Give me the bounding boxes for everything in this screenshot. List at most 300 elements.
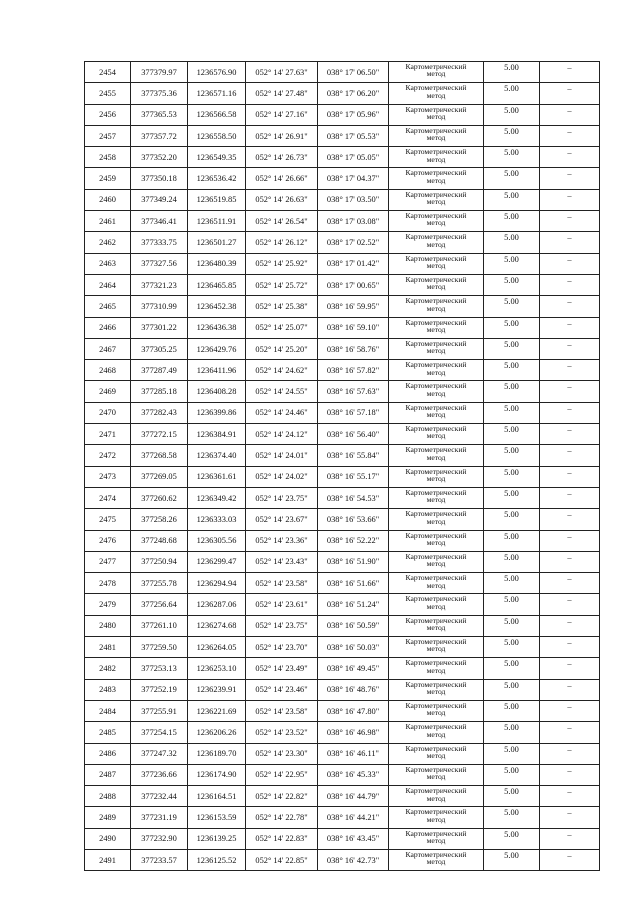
y-coordinate-cell: 1236511.91 — [188, 211, 246, 232]
method-line-2: метод — [426, 346, 446, 356]
accuracy-cell: 5.00 — [484, 637, 540, 658]
method-line-1: Картометрический — [405, 381, 467, 391]
latitude-cell: 052° 14' 23.61" — [246, 594, 318, 615]
x-coordinate-cell: 377310.99 — [131, 296, 188, 317]
accuracy-cell: 5.00 — [484, 594, 540, 615]
longitude-cell: 038° 16' 46.11" — [318, 743, 389, 764]
y-coordinate-cell: 1236408.28 — [188, 381, 246, 402]
point-number-cell: 2472 — [85, 445, 131, 466]
accuracy-cell: 5.00 — [484, 360, 540, 381]
point-number-cell: 2491 — [85, 849, 131, 870]
longitude-cell: 038° 16' 58.76" — [318, 338, 389, 359]
accuracy-cell: 5.00 — [484, 402, 540, 423]
method-line-2: метод — [426, 495, 446, 505]
accuracy-cell: 5.00 — [484, 573, 540, 594]
x-coordinate-cell: 377357.72 — [131, 125, 188, 146]
method-line-1: Картометрический — [405, 658, 467, 668]
dash-cell: – — [540, 828, 600, 849]
point-number-cell: 2487 — [85, 764, 131, 785]
dash-cell: – — [540, 615, 600, 636]
table-row — [85, 104, 600, 125]
y-coordinate-cell: 1236333.03 — [188, 509, 246, 530]
point-number-cell: 2465 — [85, 296, 131, 317]
y-coordinate-cell: 1236452.38 — [188, 296, 246, 317]
accuracy-cell: 5.00 — [484, 317, 540, 338]
accuracy-cell: 5.00 — [484, 743, 540, 764]
method-line-2: метод — [426, 388, 446, 398]
method-line-2: метод — [426, 644, 446, 654]
table-row — [85, 338, 600, 359]
x-coordinate-cell: 377231.19 — [131, 807, 188, 828]
latitude-cell: 052° 14' 25.72" — [246, 274, 318, 295]
method-line-1: Картометрический — [405, 466, 467, 476]
method-cell — [389, 700, 484, 721]
dash-cell: – — [540, 147, 600, 168]
point-number-cell: 2479 — [85, 594, 131, 615]
longitude-cell: 038° 16' 47.80" — [318, 700, 389, 721]
accuracy-cell: 5.00 — [484, 338, 540, 359]
x-coordinate-cell: 377350.18 — [131, 168, 188, 189]
x-coordinate-cell: 377269.05 — [131, 466, 188, 487]
x-coordinate-cell: 377255.91 — [131, 700, 188, 721]
method-cell — [389, 551, 484, 572]
longitude-cell: 038° 17' 06.50" — [318, 62, 389, 83]
dash-cell: – — [540, 274, 600, 295]
method-line-1: Картометрический — [405, 509, 467, 519]
method-line-1: Картометрический — [405, 232, 467, 242]
method-cell — [389, 381, 484, 402]
latitude-cell: 052° 14' 27.48" — [246, 83, 318, 104]
latitude-cell: 052° 14' 27.63" — [246, 62, 318, 83]
latitude-cell: 052° 14' 24.01" — [246, 445, 318, 466]
x-coordinate-cell: 377287.49 — [131, 360, 188, 381]
method-line-2: метод — [426, 452, 446, 462]
table-row — [85, 786, 600, 807]
dash-cell: – — [540, 232, 600, 253]
y-coordinate-cell: 1236125.52 — [188, 849, 246, 870]
point-number-cell: 2484 — [85, 700, 131, 721]
table-row — [85, 849, 600, 870]
method-cell — [389, 743, 484, 764]
longitude-cell: 038° 16' 48.76" — [318, 679, 389, 700]
x-coordinate-cell: 377321.23 — [131, 274, 188, 295]
latitude-cell: 052° 14' 23.75" — [246, 487, 318, 508]
point-number-cell: 2458 — [85, 147, 131, 168]
y-coordinate-cell: 1236549.35 — [188, 147, 246, 168]
y-coordinate-cell: 1236384.91 — [188, 424, 246, 445]
method-line-2: метод — [426, 516, 446, 526]
table-row — [85, 189, 600, 210]
longitude-cell: 038° 17' 05.53" — [318, 125, 389, 146]
dash-cell: – — [540, 104, 600, 125]
dash-cell: – — [540, 168, 600, 189]
x-coordinate-cell: 377258.26 — [131, 509, 188, 530]
point-number-cell: 2455 — [85, 83, 131, 104]
latitude-cell: 052° 14' 25.07" — [246, 317, 318, 338]
x-coordinate-cell: 377232.90 — [131, 828, 188, 849]
x-coordinate-cell: 377236.66 — [131, 764, 188, 785]
dash-cell: – — [540, 296, 600, 317]
method-cell — [389, 211, 484, 232]
y-coordinate-cell: 1236264.05 — [188, 637, 246, 658]
method-line-1: Картометрический — [405, 487, 467, 497]
method-line-2: метод — [426, 239, 446, 249]
method-line-2: метод — [426, 410, 446, 420]
method-line-1: Картометрический — [405, 679, 467, 689]
accuracy-cell: 5.00 — [484, 658, 540, 679]
longitude-cell: 038° 17' 03.08" — [318, 211, 389, 232]
method-cell — [389, 168, 484, 189]
latitude-cell: 052° 14' 27.16" — [246, 104, 318, 125]
table-row — [85, 317, 600, 338]
point-number-cell: 2488 — [85, 786, 131, 807]
method-line-1: Картометрический — [405, 573, 467, 583]
point-number-cell: 2470 — [85, 402, 131, 423]
longitude-cell: 038° 16' 49.45" — [318, 658, 389, 679]
dash-cell: – — [540, 317, 600, 338]
x-coordinate-cell: 377253.13 — [131, 658, 188, 679]
method-line-1: Картометрический — [405, 807, 467, 817]
method-cell — [389, 83, 484, 104]
method-cell — [389, 637, 484, 658]
dash-cell: – — [540, 211, 600, 232]
longitude-cell: 038° 16' 50.59" — [318, 615, 389, 636]
x-coordinate-cell: 377261.10 — [131, 615, 188, 636]
point-number-cell: 2473 — [85, 466, 131, 487]
dash-cell: – — [540, 487, 600, 508]
accuracy-cell: 5.00 — [484, 104, 540, 125]
method-cell — [389, 338, 484, 359]
longitude-cell: 038° 17' 04.37" — [318, 168, 389, 189]
dash-cell: – — [540, 573, 600, 594]
x-coordinate-cell: 377346.41 — [131, 211, 188, 232]
accuracy-cell: 5.00 — [484, 807, 540, 828]
method-line-2: метод — [426, 772, 446, 782]
x-coordinate-cell: 377256.64 — [131, 594, 188, 615]
latitude-cell: 052° 14' 25.38" — [246, 296, 318, 317]
method-line-1: Картометрический — [405, 594, 467, 604]
method-line-1: Картометрический — [405, 147, 467, 157]
accuracy-cell: 5.00 — [484, 381, 540, 402]
longitude-cell: 038° 17' 05.96" — [318, 104, 389, 125]
longitude-cell: 038° 16' 44.21" — [318, 807, 389, 828]
table-row — [85, 700, 600, 721]
method-line-1: Картометрический — [405, 722, 467, 732]
latitude-cell: 052° 14' 23.75" — [246, 615, 318, 636]
dash-cell: – — [540, 530, 600, 551]
longitude-cell: 038° 17' 02.52" — [318, 232, 389, 253]
dash-cell: – — [540, 722, 600, 743]
point-number-cell: 2480 — [85, 615, 131, 636]
dash-cell: – — [540, 253, 600, 274]
method-cell — [389, 360, 484, 381]
table-row — [85, 62, 600, 83]
longitude-cell: 038° 16' 50.03" — [318, 637, 389, 658]
latitude-cell: 052° 14' 24.55" — [246, 381, 318, 402]
table-row — [85, 381, 600, 402]
method-line-2: метод — [426, 708, 446, 718]
method-line-2: метод — [426, 814, 446, 824]
method-line-2: метод — [426, 559, 446, 569]
accuracy-cell: 5.00 — [484, 509, 540, 530]
x-coordinate-cell: 377352.20 — [131, 147, 188, 168]
y-coordinate-cell: 1236206.26 — [188, 722, 246, 743]
longitude-cell: 038° 16' 46.98" — [318, 722, 389, 743]
point-number-cell: 2483 — [85, 679, 131, 700]
longitude-cell: 038° 16' 56.40" — [318, 424, 389, 445]
latitude-cell: 052° 14' 26.63" — [246, 189, 318, 210]
accuracy-cell: 5.00 — [484, 125, 540, 146]
table-row — [85, 168, 600, 189]
y-coordinate-cell: 1236189.70 — [188, 743, 246, 764]
accuracy-cell: 5.00 — [484, 83, 540, 104]
y-coordinate-cell: 1236411.96 — [188, 360, 246, 381]
x-coordinate-cell: 377285.18 — [131, 381, 188, 402]
y-coordinate-cell: 1236221.69 — [188, 700, 246, 721]
method-line-1: Картометрический — [405, 296, 467, 306]
y-coordinate-cell: 1236274.68 — [188, 615, 246, 636]
dash-cell: – — [540, 125, 600, 146]
accuracy-cell: 5.00 — [484, 530, 540, 551]
point-number-cell: 2477 — [85, 551, 131, 572]
latitude-cell: 052° 14' 23.58" — [246, 700, 318, 721]
longitude-cell: 038° 16' 51.66" — [318, 573, 389, 594]
accuracy-cell: 5.00 — [484, 679, 540, 700]
table-row — [85, 466, 600, 487]
method-line-1: Картометрический — [405, 274, 467, 284]
accuracy-cell: 5.00 — [484, 274, 540, 295]
method-line-2: метод — [426, 218, 446, 228]
method-line-2: метод — [426, 601, 446, 611]
method-line-1: Картометрический — [405, 125, 467, 135]
y-coordinate-cell: 1236349.42 — [188, 487, 246, 508]
longitude-cell: 038° 16' 59.95" — [318, 296, 389, 317]
method-line-1: Картометрический — [405, 700, 467, 710]
method-line-1: Картометрический — [405, 828, 467, 838]
table-row — [85, 125, 600, 146]
dash-cell: – — [540, 445, 600, 466]
method-line-1: Картометрический — [405, 764, 467, 774]
longitude-cell: 038° 17' 06.20" — [318, 83, 389, 104]
accuracy-cell: 5.00 — [484, 253, 540, 274]
method-cell — [389, 722, 484, 743]
latitude-cell: 052° 14' 26.66" — [246, 168, 318, 189]
method-cell — [389, 487, 484, 508]
point-number-cell: 2486 — [85, 743, 131, 764]
table-row — [85, 764, 600, 785]
method-cell — [389, 189, 484, 210]
point-number-cell: 2468 — [85, 360, 131, 381]
method-line-1: Картометрический — [405, 402, 467, 412]
y-coordinate-cell: 1236558.50 — [188, 125, 246, 146]
point-number-cell: 2476 — [85, 530, 131, 551]
method-line-1: Картометрический — [405, 637, 467, 647]
table-row — [85, 274, 600, 295]
longitude-cell: 038° 16' 54.53" — [318, 487, 389, 508]
point-number-cell: 2456 — [85, 104, 131, 125]
method-line-1: Картометрический — [405, 849, 467, 859]
dash-cell: – — [540, 679, 600, 700]
method-cell — [389, 147, 484, 168]
method-line-2: метод — [426, 367, 446, 377]
latitude-cell: 052° 14' 26.91" — [246, 125, 318, 146]
method-line-1: Картометрический — [405, 211, 467, 221]
method-line-1: Картометрический — [405, 424, 467, 434]
method-line-1: Картометрический — [405, 615, 467, 625]
dash-cell: – — [540, 402, 600, 423]
x-coordinate-cell: 377247.32 — [131, 743, 188, 764]
accuracy-cell: 5.00 — [484, 147, 540, 168]
method-cell — [389, 253, 484, 274]
method-line-2: метод — [426, 282, 446, 292]
latitude-cell: 052° 14' 22.95" — [246, 764, 318, 785]
method-cell — [389, 530, 484, 551]
point-number-cell: 2464 — [85, 274, 131, 295]
dash-cell: – — [540, 381, 600, 402]
longitude-cell: 038° 16' 52.22" — [318, 530, 389, 551]
longitude-cell: 038° 16' 55.84" — [318, 445, 389, 466]
point-number-cell: 2460 — [85, 189, 131, 210]
point-number-cell: 2462 — [85, 232, 131, 253]
dash-cell: – — [540, 807, 600, 828]
x-coordinate-cell: 377282.43 — [131, 402, 188, 423]
x-coordinate-cell: 377333.75 — [131, 232, 188, 253]
x-coordinate-cell: 377375.36 — [131, 83, 188, 104]
method-line-2: метод — [426, 197, 446, 207]
point-number-cell: 2469 — [85, 381, 131, 402]
latitude-cell: 052° 14' 22.83" — [246, 828, 318, 849]
dash-cell: – — [540, 509, 600, 530]
dash-cell: – — [540, 594, 600, 615]
point-number-cell: 2463 — [85, 253, 131, 274]
latitude-cell: 052° 14' 24.02" — [246, 466, 318, 487]
method-cell — [389, 573, 484, 594]
accuracy-cell: 5.00 — [484, 615, 540, 636]
table-row — [85, 637, 600, 658]
table-row — [85, 147, 600, 168]
table-row — [85, 573, 600, 594]
table-row — [85, 253, 600, 274]
x-coordinate-cell: 377255.78 — [131, 573, 188, 594]
accuracy-cell: 5.00 — [484, 551, 540, 572]
method-line-2: метод — [426, 474, 446, 484]
x-coordinate-cell: 377301.22 — [131, 317, 188, 338]
table-row — [85, 487, 600, 508]
longitude-cell: 038° 16' 51.90" — [318, 551, 389, 572]
x-coordinate-cell: 377268.58 — [131, 445, 188, 466]
point-number-cell: 2454 — [85, 62, 131, 83]
y-coordinate-cell: 1236374.40 — [188, 445, 246, 466]
table-body — [85, 62, 600, 871]
method-line-1: Картометрический — [405, 189, 467, 199]
method-line-1: Картометрический — [405, 551, 467, 561]
dash-cell: – — [540, 466, 600, 487]
latitude-cell: 052° 14' 26.12" — [246, 232, 318, 253]
longitude-cell: 038° 17' 00.65" — [318, 274, 389, 295]
table-row — [85, 807, 600, 828]
dash-cell: – — [540, 743, 600, 764]
method-line-2: метод — [426, 750, 446, 760]
x-coordinate-cell: 377379.97 — [131, 62, 188, 83]
method-cell — [389, 466, 484, 487]
longitude-cell: 038° 16' 42.73" — [318, 849, 389, 870]
latitude-cell: 052° 14' 23.52" — [246, 722, 318, 743]
longitude-cell: 038° 16' 43.45" — [318, 828, 389, 849]
method-line-2: метод — [426, 623, 446, 633]
y-coordinate-cell: 1236429.76 — [188, 338, 246, 359]
point-number-cell: 2466 — [85, 317, 131, 338]
method-line-2: метод — [426, 836, 446, 846]
table-row — [85, 360, 600, 381]
accuracy-cell: 5.00 — [484, 168, 540, 189]
method-cell — [389, 317, 484, 338]
table-row — [85, 83, 600, 104]
method-cell — [389, 764, 484, 785]
y-coordinate-cell: 1236253.10 — [188, 658, 246, 679]
longitude-cell: 038° 16' 57.63" — [318, 381, 389, 402]
point-number-cell: 2467 — [85, 338, 131, 359]
latitude-cell: 052° 14' 23.58" — [246, 573, 318, 594]
point-number-cell: 2475 — [85, 509, 131, 530]
method-cell — [389, 615, 484, 636]
method-line-2: метод — [426, 133, 446, 143]
method-cell — [389, 402, 484, 423]
dash-cell: – — [540, 62, 600, 83]
y-coordinate-cell: 1236465.85 — [188, 274, 246, 295]
table-row — [85, 743, 600, 764]
point-number-cell: 2478 — [85, 573, 131, 594]
y-coordinate-cell: 1236294.94 — [188, 573, 246, 594]
latitude-cell: 052° 14' 24.62" — [246, 360, 318, 381]
table-row — [85, 594, 600, 615]
method-cell — [389, 104, 484, 125]
dash-cell: – — [540, 83, 600, 104]
dash-cell: – — [540, 849, 600, 870]
latitude-cell: 052° 14' 22.78" — [246, 807, 318, 828]
table-row — [85, 615, 600, 636]
accuracy-cell: 5.00 — [484, 424, 540, 445]
method-line-2: метод — [426, 69, 446, 79]
dash-cell: – — [540, 424, 600, 445]
longitude-cell: 038° 16' 55.17" — [318, 466, 389, 487]
table-row — [85, 828, 600, 849]
table-row — [85, 679, 600, 700]
x-coordinate-cell: 377259.50 — [131, 637, 188, 658]
method-line-1: Картометрический — [405, 786, 467, 796]
table-row — [85, 424, 600, 445]
point-number-cell: 2474 — [85, 487, 131, 508]
method-line-2: метод — [426, 261, 446, 271]
x-coordinate-cell: 377252.19 — [131, 679, 188, 700]
x-coordinate-cell: 377349.24 — [131, 189, 188, 210]
y-coordinate-cell: 1236361.61 — [188, 466, 246, 487]
method-line-2: метод — [426, 729, 446, 739]
y-coordinate-cell: 1236239.91 — [188, 679, 246, 700]
accuracy-cell: 5.00 — [484, 722, 540, 743]
accuracy-cell: 5.00 — [484, 764, 540, 785]
dash-cell: – — [540, 338, 600, 359]
method-cell — [389, 125, 484, 146]
table-row — [85, 211, 600, 232]
table-row — [85, 445, 600, 466]
method-cell — [389, 658, 484, 679]
point-number-cell: 2489 — [85, 807, 131, 828]
method-line-2: метод — [426, 112, 446, 121]
method-line-1: Картометрический — [405, 168, 467, 178]
method-cell — [389, 274, 484, 295]
latitude-cell: 052° 14' 23.30" — [246, 743, 318, 764]
y-coordinate-cell: 1236501.27 — [188, 232, 246, 253]
